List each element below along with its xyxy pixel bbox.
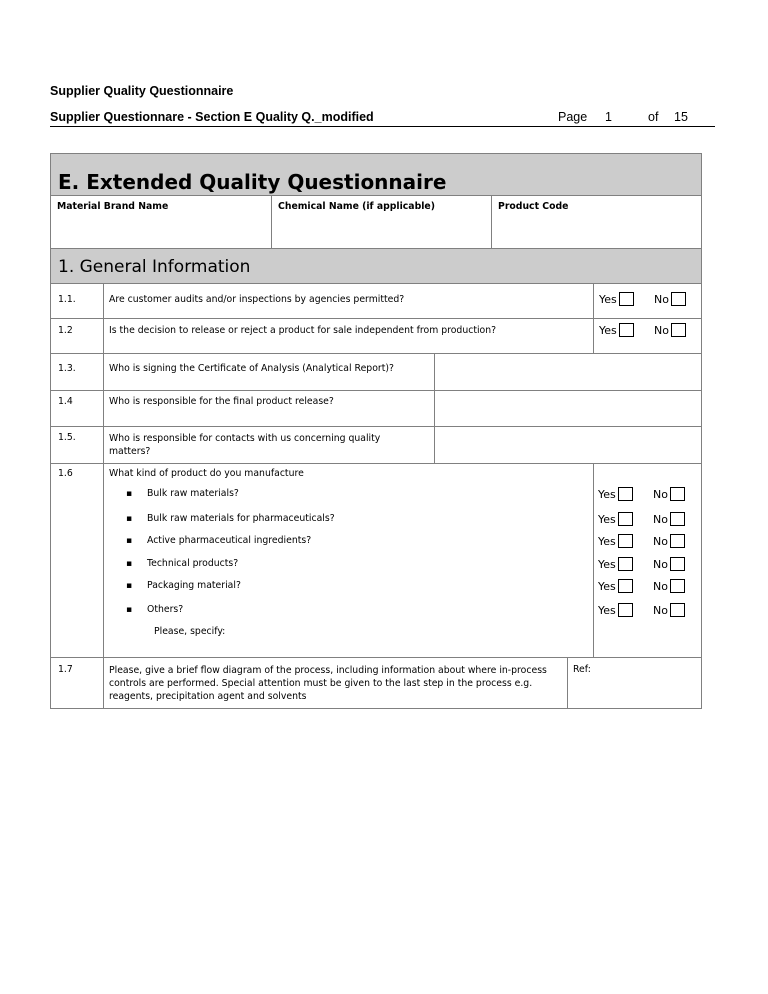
yes-option[interactable]: Yes [599, 323, 634, 337]
bullet-icon: ▪ [126, 605, 133, 615]
no-checkbox[interactable] [671, 292, 686, 306]
no-option[interactable]: No [653, 579, 685, 593]
question-number: 1.4 [58, 396, 73, 407]
page-number: 1 [605, 110, 612, 124]
option-label: Packaging material? [147, 580, 241, 591]
question-number: 1.5. [58, 432, 76, 443]
no-option[interactable]: No [654, 323, 686, 337]
question-text: Who is signing the Certificate of Analysis (Analytical Report)? [103, 354, 434, 390]
no-option[interactable]: No [653, 534, 685, 548]
option-label: Bulk raw materials? [147, 488, 239, 499]
section-title: E. Extended Quality Questionnaire [50, 153, 702, 196]
material-brand-label: Material Brand Name [57, 201, 169, 212]
answer-field[interactable] [434, 391, 704, 426]
bullet-icon: ▪ [126, 581, 133, 591]
option-label: Bulk raw materials for pharmaceuticals? [147, 513, 335, 524]
bullet-icon: ▪ [126, 559, 133, 569]
answer-field[interactable] [434, 427, 704, 463]
option-label: Others? [147, 604, 184, 615]
identification-row [50, 196, 702, 249]
question-row [50, 657, 702, 709]
question-row [50, 427, 702, 464]
question-number: 1.2 [58, 325, 73, 336]
no-option[interactable]: No [653, 603, 685, 617]
question-row [50, 284, 702, 319]
question-text: What kind of product do you manufacture [103, 464, 593, 657]
answer-cell [593, 319, 704, 353]
reference-label: Ref: [573, 664, 591, 675]
question-text: Please, give a brief flow diagram of the process, including information about where in-process controls are performed. Special attention must be given to the last step in the process e.g. reagents, precipitation agent and solvents [103, 658, 567, 708]
no-option[interactable]: No [653, 557, 685, 571]
yes-checkbox[interactable] [619, 292, 634, 306]
general-info-title: 1. General Information [50, 249, 702, 284]
no-checkbox[interactable] [671, 323, 686, 337]
question-text: Who is responsible for the final product release? [103, 391, 434, 426]
document-title: Supplier Quality Questionnaire [50, 84, 234, 98]
questionnaire-form [50, 153, 702, 709]
bullet-icon: ▪ [126, 514, 133, 524]
yes-checkbox[interactable] [619, 323, 634, 337]
no-option[interactable]: No [653, 512, 685, 526]
product-code-label: Product Code [498, 201, 569, 212]
question-text: Who is responsible for contacts with us concerning quality matters? [103, 427, 434, 463]
chemical-name-label: Chemical Name (if applicable) [278, 201, 435, 212]
header-bar [50, 110, 715, 127]
no-option[interactable]: No [653, 487, 685, 501]
question-row [50, 391, 702, 427]
yes-option[interactable]: Yes [598, 534, 633, 548]
question-row [50, 319, 702, 354]
bullet-icon: ▪ [126, 536, 133, 546]
yes-option[interactable]: Yes [598, 579, 633, 593]
reference-field[interactable] [567, 658, 702, 708]
page-total: 15 [674, 110, 688, 124]
answer-cell [593, 464, 704, 657]
yes-option[interactable]: Yes [598, 603, 633, 617]
yes-option[interactable]: Yes [599, 292, 634, 306]
yes-option[interactable]: Yes [598, 512, 633, 526]
option-label: Technical products? [147, 558, 239, 569]
yes-option[interactable]: Yes [598, 487, 633, 501]
question-text: Are customer audits and/or inspections by agencies permitted? [103, 284, 593, 318]
question-row [50, 354, 702, 391]
question-number: 1.6 [58, 468, 73, 479]
answer-field[interactable] [434, 354, 704, 390]
chemical-name-field[interactable] [271, 196, 491, 248]
yes-option[interactable]: Yes [598, 557, 633, 571]
option-label: Active pharmaceutical ingredients? [147, 535, 312, 546]
question-row [50, 464, 702, 657]
question-number: 1.3. [58, 363, 76, 374]
question-number: 1.1. [58, 294, 76, 305]
material-brand-field[interactable] [51, 196, 271, 248]
page-label: Page [558, 110, 588, 124]
product-code-field[interactable] [491, 196, 701, 248]
question-number: 1.7 [58, 664, 73, 675]
specify-label: Please, specify: [154, 626, 226, 637]
bullet-icon: ▪ [126, 489, 133, 499]
of-label: of [648, 110, 659, 124]
no-option[interactable]: No [654, 292, 686, 306]
answer-cell [593, 284, 704, 318]
document-subtitle: Supplier Questionnare - Section E Quality Q._modified [50, 110, 374, 124]
question-text: Is the decision to release or reject a product for sale independent from production? [103, 319, 593, 353]
